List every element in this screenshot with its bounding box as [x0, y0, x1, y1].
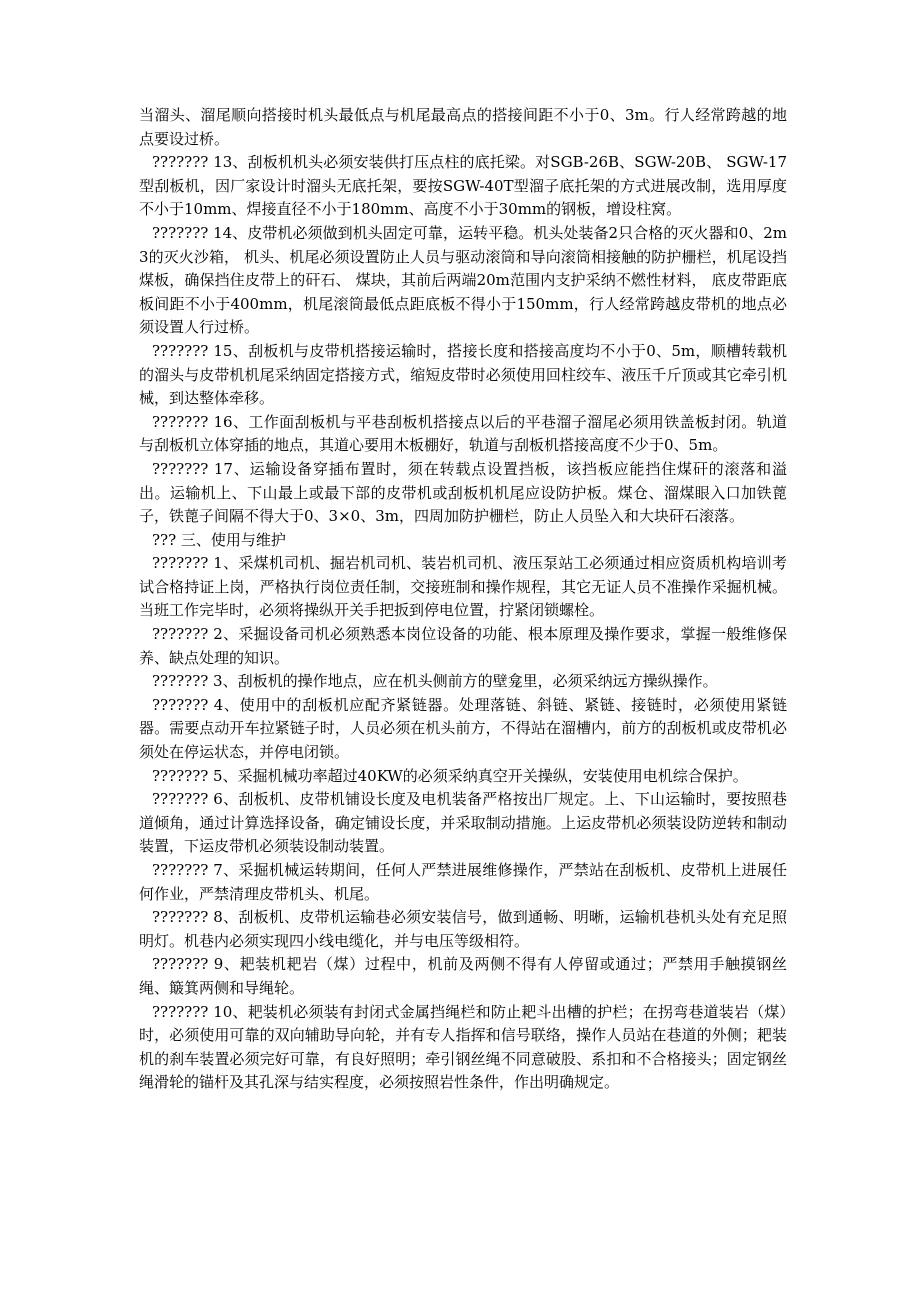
paragraph-use-8: ??????? 8、刮板机、皮带机运输巷必须安装信号，做到通畅、明晰，运输机巷机头处有充足照明灯。机巷内必须实现四小线电缆化，并与电压等级相符。: [139, 908, 787, 950]
paragraph-item-13: ??????? 13、刮板机机头必须安装供打压点柱的底托梁。对SGB-26B、SGW-20B、 SGW-17型刮板机，因厂家设计时溜头无底托架，要按SGW-40T型溜子底托架的方式进展改制，选用厚度不小于10mm、焊接直径不小于180mm、高度不小于30mm的钢板，增设柱窝。: [139, 153, 787, 219]
document-body: [139, 104, 787, 1095]
document-page: [139, 104, 787, 1095]
paragraph-use-1: ??????? 1、采煤机司机、掘岩机司机、装岩机司机、液压泵站工必须通过相应资质机构培训考试合格持证上岗，严格执行岗位责任制，交接班制和操作规程，其它无证人员不准操作采掘机械。当班工作完毕时，必须将操纵开关手把扳到停电位置，拧紧闭锁螺栓。: [139, 554, 787, 620]
paragraph-use-6: ??????? 6、刮板机、皮带机铺设长度及电机装备严格按出厂规定。上、下山运输时，要按照巷道倾角，通过计算选择设备，确定铺设长度，并采取制动措施。上运皮带机必须装设防逆转和制动装置，下运皮带机必须装设制动装置。: [139, 790, 787, 856]
paragraph-intro: 当溜头、溜尾顺向搭接时机头最低点与机尾最高点的搭接间距不小于0、3m。行人经常跨越的地点要设过桥。: [139, 106, 787, 148]
paragraph-item-14: ??????? 14、皮带机必须做到机头固定可靠，运转平稳。机头处装备2只合格的灭火器和0、2m3的灭火沙箱， 机头、机尾必须设置防止人员与驱动滚筒和导向滚筒相接触的防护栅栏，机尾设挡煤板，确保挡住皮带上的矸石、 煤块，其前后两端20m范围内支护采纳不燃性材料， 底皮带距底板间距不小于400mm，机尾滚筒最低点距底板不得小于150mm，行人经常跨越皮带机的地点必须设置人行过桥。: [139, 223, 787, 337]
paragraph-use-10: ??????? 10、耙装机必须装有封闭式金属挡绳栏和防止耙斗出槽的护栏；在拐弯巷道装岩（煤）时，必须使用可靠的双向辅助导向轮，并有专人指挥和信号联络，操作人员站在巷道的外侧；耙装机的刹车装置必须完好可靠，有良好照明；牵引钢丝绳不同意破股、系扣和不合格接头；固定钢丝绳滑轮的锚杆及其孔深与结实程度，必须按照岩性条件，作出明确规定。: [139, 1002, 787, 1092]
section-heading-use-maintenance: ??? 三、使用与维护: [152, 530, 286, 549]
paragraph-use-9: ??????? 9、耙装机耙岩（煤）过程中，机前及两侧不得有人停留或通过；严禁用手触摸钢丝绳、簸箕两侧和导绳轮。: [139, 955, 787, 997]
paragraph-use-5: ??????? 5、采掘机械功率超过40KW的必须采纳真空开关操纵，安装使用电机综合保护。: [152, 766, 748, 785]
paragraph-item-17: ??????? 17、运输设备穿插布置时，须在转载点设置挡板，该挡板应能挡住煤矸的滚落和溢出。运输机上、下山最上或最下部的皮带机或刮板机机尾应设防护板。煤仓、溜煤眼入口加铁蓖子，铁蓖子间隔不得大于0、3×0、3m，四周加防护栅栏，防止人员坠入和大块矸石滚落。: [139, 459, 787, 526]
paragraph-item-16: ??????? 16、工作面刮板机与平巷刮板机搭接点以后的平巷溜子溜尾必须用铁盖板封闭。轨道与刮板机立体穿插的地点，其道心要用木板棚好，轨道与刮板机搭接高度不少于0、5m。: [139, 412, 787, 455]
paragraph-use-3: ??????? 3、刮板机的操作地点，应在机头侧前方的壁龛里，必须采纳远方操纵操作。: [152, 672, 718, 691]
paragraph-item-15: ??????? 15、刮板机与皮带机搭接运输时，搭接长度和搭接高度均不小于0、5m，顺槽转载机的溜头与皮带机机尾采纳固定搭接方式，缩短皮带时必须使用回柱绞车、液压千斤顶或其它牵引机械，到达整体牵移。: [139, 341, 787, 408]
paragraph-use-4: ??????? 4、使用中的刮板机应配齐紧链器。处理落链、斜链、紧链、接链时，必须使用紧链器。需要点动开车拉紧链子时，人员必须在机头前方，不得站在溜槽内，前方的刮板机或皮带机必须处在停运状态，并停电闭锁。: [139, 695, 787, 762]
paragraph-use-2: ??????? 2、采掘设备司机必须熟悉本岗位设备的功能、根本原理及操作要求，掌握一般维修保养、缺点处理的知识。: [139, 625, 787, 667]
paragraph-use-7: ??????? 7、采掘机械运转期间，任何人严禁进展维修操作，严禁站在刮板机、皮带机上进展任何作业，严禁清理皮带机头、机尾。: [139, 861, 787, 903]
